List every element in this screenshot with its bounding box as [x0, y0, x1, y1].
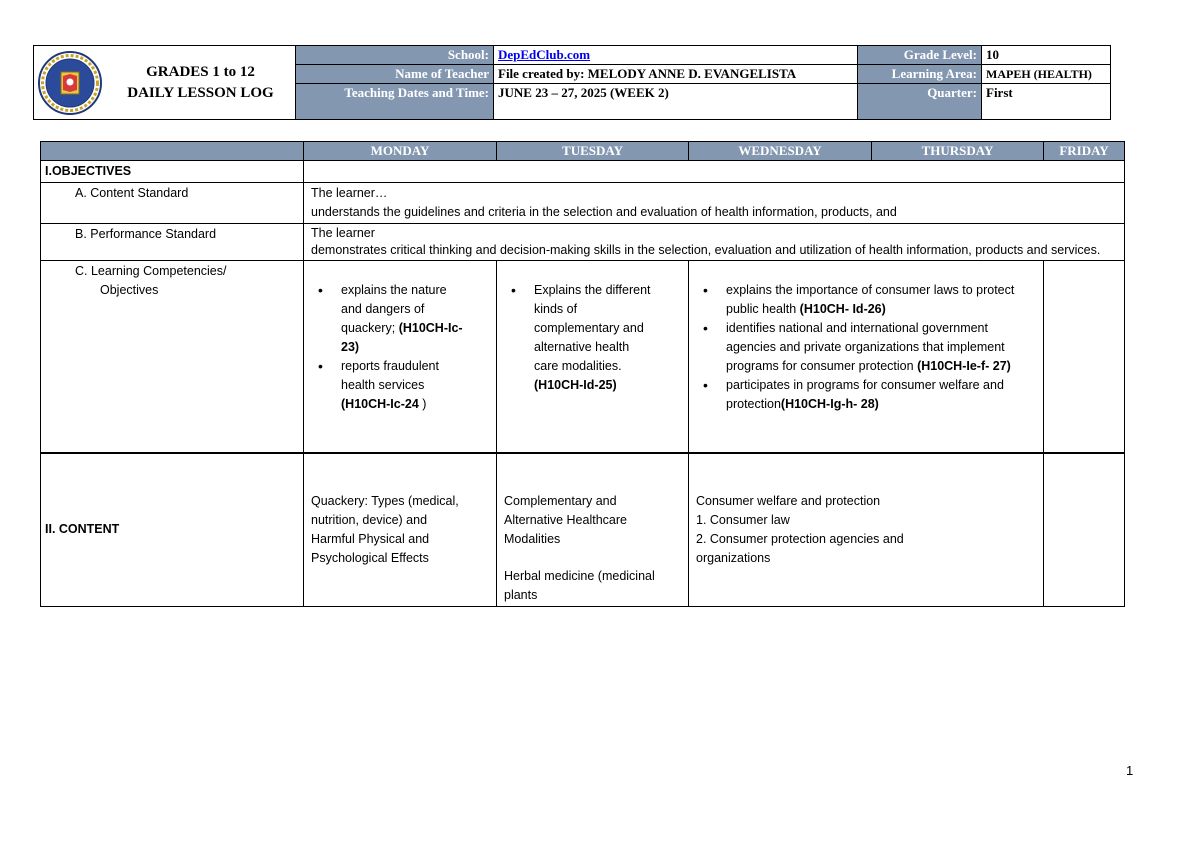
content-wednesday [689, 453, 1044, 607]
day-thursday: THURSDAY [872, 142, 1044, 161]
learning-area-value: MAPEH (HEALTH) [982, 65, 1111, 84]
performance-standard-label: B. Performance Standard [41, 224, 304, 261]
content-tuesday-line2: Herbal medicine (medicinal plants [504, 568, 655, 602]
content-row [41, 453, 1125, 607]
content-standard-row [41, 183, 1125, 224]
competencies-label-line1: C. Learning Competencies/ [75, 264, 227, 278]
header-title-line1: GRADES 1 to 12 [146, 63, 255, 80]
teacher-label: Name of Teacher [296, 65, 494, 84]
grade-level-label: Grade Level: [858, 46, 982, 65]
dates-value: JUNE 23 – 27, 2025 (WEEK 2) [494, 84, 858, 120]
competencies-label [41, 261, 304, 453]
school-link[interactable]: DepEdClub.com [498, 47, 591, 62]
performance-standard-row [41, 224, 1125, 261]
content-standard-label: A. Content Standard [41, 183, 304, 224]
grade-level-value: 10 [982, 46, 1111, 65]
header-table [33, 45, 1111, 120]
content-wednesday-item2: 2. Consumer protection agencies and organizations [696, 531, 904, 565]
content-monday-text: Quackery: Types (medical, nutrition, device) and Harmful Physical and Psychological Effects [311, 493, 459, 565]
school-value[interactable] [494, 46, 858, 65]
list-item: • explains the nature and dangers of quackery; (H10CH-Ic-23) [341, 281, 466, 357]
header-title-line2: DAILY LESSON LOG [127, 84, 274, 101]
performance-standard-line2: demonstrates critical thinking and decision-making skills in the selection, evaluation and utilization of health information, products and services. [311, 243, 1101, 257]
quarter-value: First [982, 84, 1111, 120]
deped-seal-icon [34, 47, 106, 119]
dates-label: Teaching Dates and Time: [296, 84, 494, 120]
competencies-tuesday [497, 261, 689, 453]
day-wednesday: WEDNESDAY [689, 142, 872, 161]
teacher-value: File created by: MELODY ANNE D. EVANGELISTA [494, 65, 858, 84]
content-tuesday-line1: Complementary and Alternative Healthcare Modalities [504, 493, 627, 546]
content-monday [304, 453, 497, 607]
lesson-log-table [40, 141, 1125, 607]
performance-standard-line1: The learner [311, 226, 375, 240]
list-item: • identifies national and international government agencies and private organizations that implement programs for consumer protection (H10CH-Ie-f- 27) [726, 319, 1016, 376]
objectives-blank [304, 161, 1125, 183]
content-friday [1044, 453, 1125, 607]
school-label: School: [296, 46, 494, 65]
content-standard-line2: understands the guidelines and criteria in the selection and evaluation of health information, products, and [311, 205, 897, 219]
objectives-heading: I.OBJECTIVES [41, 161, 304, 183]
competencies-monday [304, 261, 497, 453]
day-monday: MONDAY [304, 142, 497, 161]
competencies-row [41, 261, 1125, 453]
competencies-label-line2: Objectives [100, 283, 159, 297]
quarter-label: Quarter: [858, 84, 982, 120]
content-standard-line1: The learner… [311, 186, 388, 200]
objectives-row [41, 161, 1125, 183]
content-tuesday [497, 453, 689, 607]
performance-standard-text [304, 224, 1125, 261]
list-item: • participates in programs for consumer welfare and protection(H10CH-Ig-h- 28) [726, 376, 1016, 414]
header-brand [34, 46, 296, 120]
day-friday: FRIDAY [1044, 142, 1125, 161]
page-number: 1 [1126, 763, 1134, 778]
day-tuesday: TUESDAY [497, 142, 689, 161]
content-standard-text [304, 183, 1125, 224]
learning-area-label: Learning Area: [858, 65, 982, 84]
days-header-row [41, 142, 1125, 161]
content-wednesday-title: Consumer welfare and protection [696, 493, 881, 508]
content-heading: II. CONTENT [41, 453, 304, 607]
list-item: • Explains the different kinds of complementary and alternative health care modalities. (H10CH-Id-25) [534, 281, 654, 395]
days-header-blank [41, 142, 304, 161]
content-wednesday-item1: 1. Consumer law [696, 512, 790, 527]
list-item: • reports fraudulent health services (H10CH-Ic-24 ) [341, 357, 466, 414]
competencies-friday [1044, 261, 1125, 453]
list-item: • explains the importance of consumer laws to protect public health (H10CH- Id-26) [726, 281, 1016, 319]
competencies-wednesday [689, 261, 1044, 453]
